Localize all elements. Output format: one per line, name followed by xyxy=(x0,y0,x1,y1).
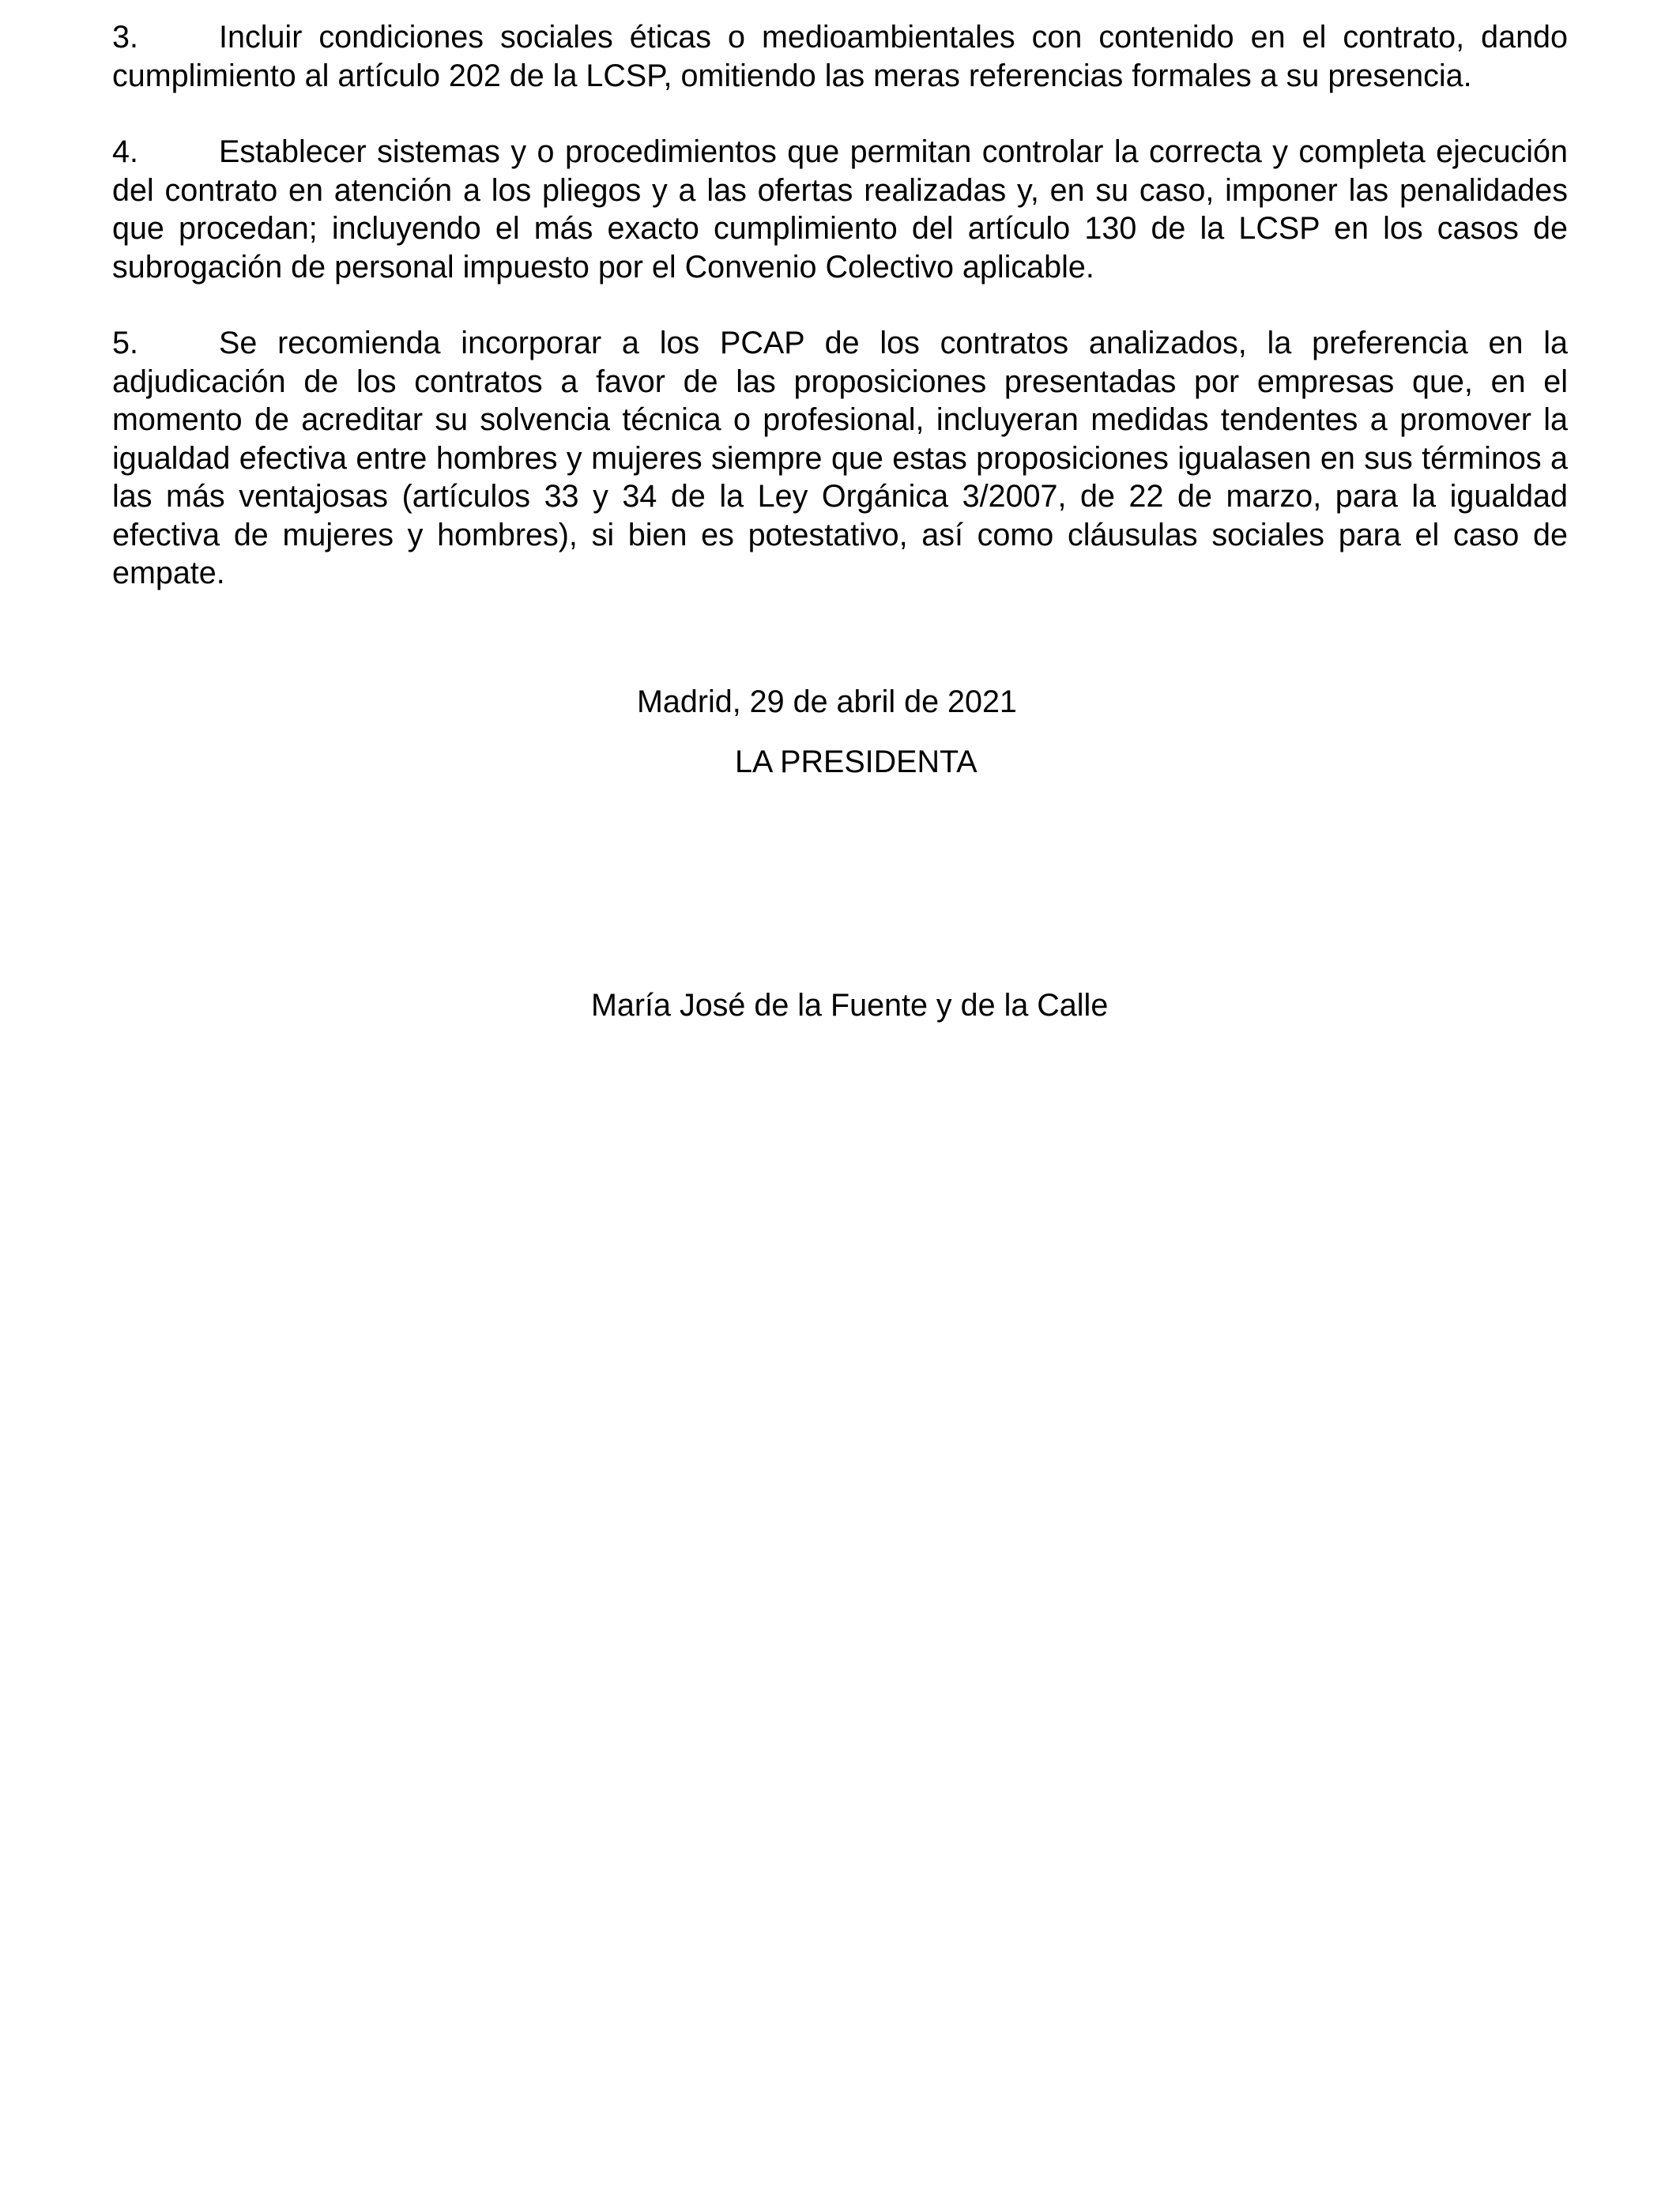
signer-name: María José de la Fuente y de la Calle xyxy=(591,988,1109,1023)
recommendation-item xyxy=(112,18,1568,95)
place-date: Madrid, 29 de abril de 2021 xyxy=(637,684,1017,719)
item-text: Incluir condiciones sociales éticas o medioambientales con contenido en el contrato, dando cumplimiento al artículo 202 de la LCSP, omitiendo las meras referencias formales a su presencia. xyxy=(112,20,1568,93)
item-text: Establecer sistemas y o procedimientos que permitan controlar la correcta y completa ejecución del contrato en atención a los pliegos y a las ofertas realizadas y, en su caso, imponer las penalidades que procedan; incluyendo el más exacto cumplimiento del artículo 130 de la LCSP en los casos de subrogación de personal impuesto por el Convenio Colectivo aplicable. xyxy=(112,134,1568,285)
item-text: Se recomienda incorporar a los PCAP de los contratos analizados, la preferencia en la adjudicación de los contratos a favor de las proposiciones presentadas por empresas que, en el momento de acreditar su solvencia técnica o profesional, incluyeran medidas tendentes a promover la igualdad efectiva entre hombres y mujeres siempre que estas proposiciones igualasen en sus términos a las más ventajosas (artículos 33 y 34 de la Ley Orgánica 3/2007, de 22 de marzo, para la igualdad efectiva de mujeres y hombres), si bien es potestativo, así como cláusulas sociales para el caso de empate. xyxy=(112,326,1568,590)
recommendation-item xyxy=(112,324,1568,593)
recommendation-item xyxy=(112,133,1568,286)
signer-title: LA PRESIDENTA xyxy=(735,745,977,779)
item-number: 5. xyxy=(112,326,138,360)
item-number: 4. xyxy=(112,134,138,169)
item-number: 3. xyxy=(112,20,138,55)
